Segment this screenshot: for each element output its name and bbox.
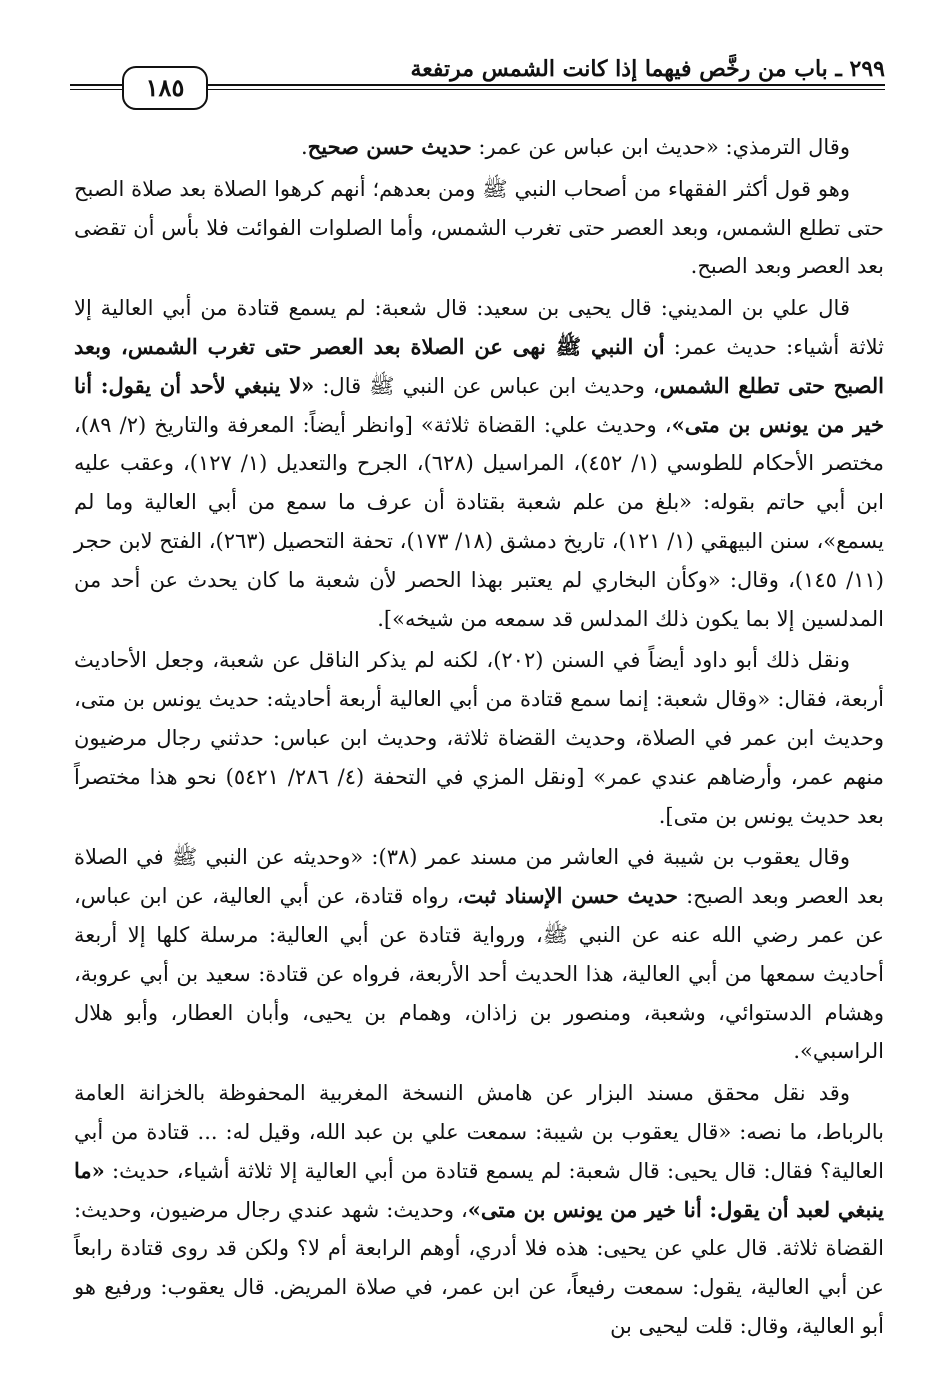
text-run: وهو قول أكثر الفقهاء من أصحاب النبي ﷺ ومن بعدهم؛ أنهم كرهوا الصلاة بعد صلاة الصبح حتى تطلع الشمس، وبعد العصر حتى تغرب الشمس، وأما الصلوات الفوائت فلا بأس أن تقضى بعد العصر وبعد الصبح. <box>74 176 884 279</box>
paragraph <box>74 1074 884 1346</box>
text-run: ، وحديث ابن عباس عن النبي ﷺ قال: <box>314 373 660 398</box>
bold-text-run: حديث حسن صحيح <box>307 134 472 159</box>
page-number: ١٨٥ <box>122 66 208 110</box>
paragraph <box>74 289 884 638</box>
text-run: ، وحديث علي: القضاة ثلاثة» [وانظر أيضاً: المعرفة والتاريخ (٢/ ٨٩)، مختصر الأحكام للطوسي (١/ ٤٥٢)، المراسيل (٦٢٨)، الجرح والتعديل (١/ ١٢٧)، وعقب عليه ابن أبي حاتم بقوله: «بلغ من علم شعبة بقتادة أن عرف ما سمع من أبي العالية وما لم يسمع»، سنن البيهقي (١/ ١٢١)، تاريخ دمشق (١٨/ ١٧٣)، تحفة التحصيل (٢٦٣)، الفتح لابن حجر (١١/ ١٤٥)، وقال: «وكأن البخاري لم يعتبر بهذا الحصر لأن شعبة ما كان يحدث عن أحد من المدلسين إلا بما يكون ذلك المدلس قد سمعه من شيخه»]. <box>74 412 884 631</box>
paragraph <box>74 838 884 1071</box>
header-rule-left <box>70 84 125 90</box>
paragraph <box>74 170 884 286</box>
text-run: ، رواه قتادة، عن أبي العالية، عن ابن عباس، عن عمر رضي الله عنه عن النبي ﷺ، ورواية قتادة عن أبي العالية: مرسلة كلها إلا أربعة أحاديث سمعها من أبي العالية، هذا الحديث أحد الأربعة، فرواه عن قتادة: سعيد بن أبي عروبة، وهشام الدستوائي، وشعبة، ومنصور بن زاذان، وهمام بن يحيى، وأبان العطار، وأبو هلال الراسبي». <box>74 884 884 1064</box>
text-run: ونقل ذلك أبو داود أيضاً في السنن (٢٠٢)، لكنه لم يذكر الناقل عن شعبة، وجعل الأحاديث أربعة، فقال: «وقال شعبة: إنما سمع قتادة من أبي العالية أربعة أحاديثه: حديث يونس بن متى، وحديث ابن عمر في الصلاة، وحديث القضاة ثلاثة، وحديث ابن عباس: حدثني رجال مرضيون منهم عمر، وأرضاهم عندي عمر» [ونقل المزي في التحفة (٤/ ٢٨٦/ ٥٤٢١) نحو هذا مختصراً بعد حديث يونس بن متى]. <box>74 648 884 828</box>
bold-text-run: «لا ينبغي لأحد أن يقول: أنا خير من يونس بن متى» <box>74 372 884 437</box>
paragraph <box>74 128 884 167</box>
body-text <box>74 128 884 1349</box>
text-run: وقد نقل محقق مسند البزار عن هامش النسخة المغربية المحفوظة بالخزانة العامة بالرباط، ما نصه: «قال يعقوب بن شيبة: سمعت علي بن عبد الله، وقيل له: ... قتادة من أبي العالية؟ فقال: قال يحيى: قال شعبة: لم يسمع قتادة من أبي العالية إلا ثلاثة أشياء، حديث: <box>74 1081 884 1183</box>
text-run: ، وحديث: شهد عندي رجال مرضيون، وحديث: القضاة ثلاثة. قال علي عن يحيى: هذه فلا أدري، أوهم الرابعة أم لا؟ ولكن قد روى قتادة رابعاً عن أبي العالية، يقول: سمعت رفيعاً، عن ابن عمر، في صلاة المريض. قال يعقوب: ورفيع هو أبو العالية، وقال: قلت ليحيى بن <box>74 1197 884 1338</box>
text-run: وقال الترمذي: «حديث ابن عباس عن عمر: <box>471 135 850 159</box>
text-run: . <box>300 135 308 159</box>
page-header <box>70 48 885 118</box>
bold-text-run: حديث حسن الإسناد ثبت <box>463 883 679 909</box>
header-rule <box>200 84 885 90</box>
chapter-title: ٢٩٩ ـ باب من رخَّص فيهما إذا كانت الشمس مرتفعة <box>410 56 885 82</box>
paragraph <box>74 641 884 835</box>
text-run: وقال يعقوب بن شيبة في العاشر من مسند عمر (٣٨): «وحديثه عن النبي ﷺ في الصلاة بعد العصر وبعد الصبح: <box>74 845 884 909</box>
bold-text-run: أن النبي ﷺ نهى عن الصلاة بعد العصر حتى تغرب الشمس، وبعد الصبح حتى تطلع الشمس <box>74 333 885 398</box>
bold-text-run: «ما ينبغي لعبد أن يقول: أنا خير من يونس بن متى» <box>74 1157 884 1222</box>
text-run: قال علي بن المديني: قال يحيى بن سعيد: قال شعبة: لم يسمع قتادة من أبي العالية إلا ثلاثة أشياء: حديث عمر: <box>74 296 884 359</box>
